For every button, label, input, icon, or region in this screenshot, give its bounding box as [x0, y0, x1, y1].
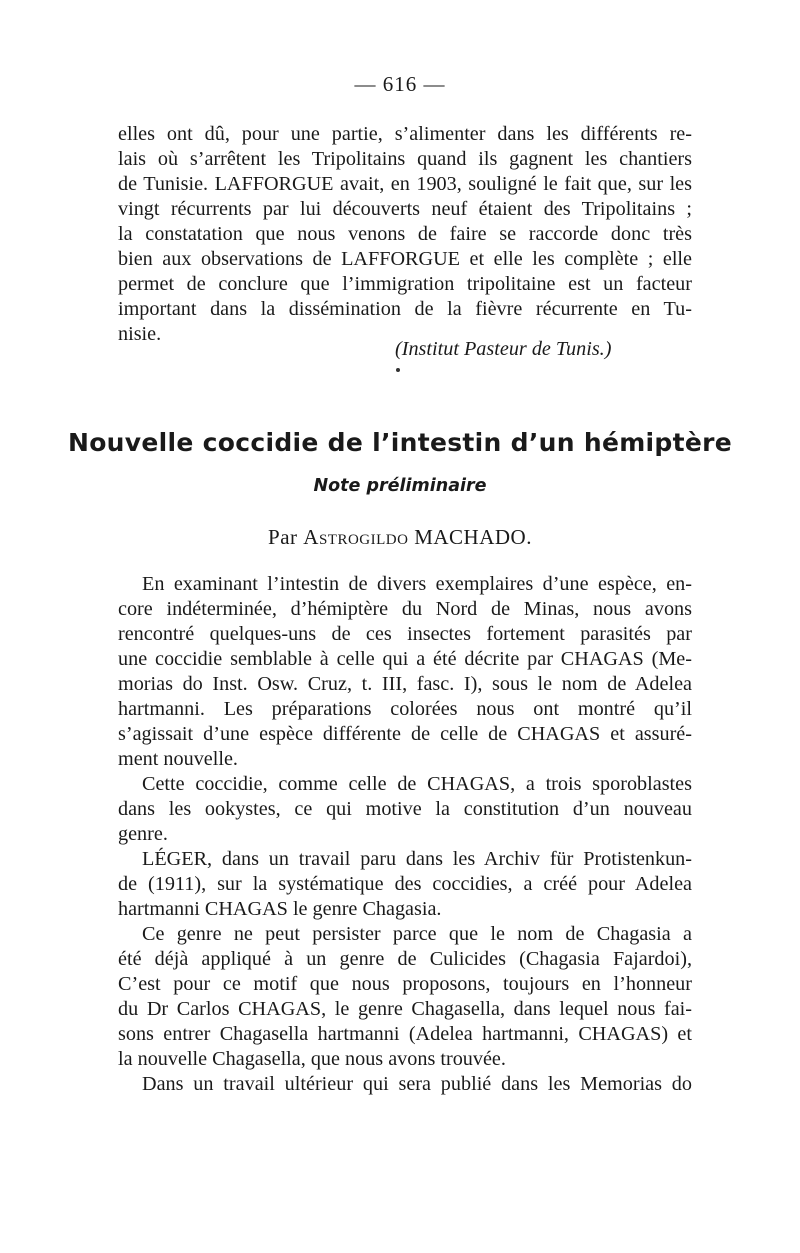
body-line-3: rencontré quelques-uns de ces insectes fortement parasités par: [118, 623, 692, 645]
author-prefix: Par: [268, 525, 298, 549]
body-line-10: dans les ookystes, ce qui motive la constitution d’un nouveau: [118, 798, 692, 820]
author-first-name: Astrogildo: [303, 525, 409, 549]
intro-line-8: important dans la dissémination de la fièvre récurrente en Tu-: [118, 298, 692, 320]
body-line-20: la nouvelle Chagasella, que nous avons trouvée.: [118, 1048, 506, 1070]
body-line-7: s’agissait d’une espèce différente de celle de CHAGAS et assuré-: [118, 723, 692, 745]
article-title: Nouvelle coccidie de l’intestin d’un hémiptère: [67, 428, 733, 457]
article-subtitle: Note préliminaire: [313, 476, 487, 496]
intro-line-3: de Tunisie. LAFFORGUE avait, en 1903, souligné le fait que, sur les: [118, 173, 692, 195]
body-line-15: Ce genre ne peut persister parce que le nom de Chagasia a: [142, 923, 692, 945]
intro-line-4: vingt récurrents par lui découverts neuf étaient des Tripolitains ;: [118, 198, 692, 220]
body-line-16: été déjà appliqué à un genre de Culicides (Chagasia Fajardoi),: [118, 948, 692, 970]
body-line-14: hartmanni CHAGAS le genre Chagasia.: [118, 898, 442, 920]
body-line-18: du Dr Carlos CHAGAS, le genre Chagasella, dans lequel nous fai-: [118, 998, 692, 1020]
body-line-1: En examinant l’intestin de divers exemplaires d’une espèce, en-: [142, 573, 692, 595]
intro-line-1: elles ont dû, pour une partie, s’alimenter dans les différents re-: [118, 123, 692, 145]
article-author: [0, 525, 800, 550]
body-line-21: Dans un travail ultérieur qui sera publié dans les Memorias do: [142, 1073, 692, 1095]
body-line-4: une coccidie semblable à celle qui a été décrite par CHAGAS (Me-: [118, 648, 692, 670]
intro-line-2: lais où s’arrêtent les Tripolitains quand ils gagnent les chantiers: [118, 148, 692, 170]
body-line-19: sons entrer Chagasella hartmanni (Adelea hartmanni, CHAGAS) et: [118, 1023, 692, 1045]
body-line-17: C’est pour ce motif que nous proposons, toujours en l’honneur: [118, 973, 692, 995]
body-line-12: LÉGER, dans un travail paru dans les Archiv für Protistenkun-: [142, 848, 692, 870]
page-number: — 616 —: [354, 72, 446, 96]
intro-line-6: bien aux observations de LAFFORGUE et elle les complète ; elle: [118, 248, 692, 270]
body-line-11: genre.: [118, 823, 168, 845]
body-line-5: morias do Inst. Osw. Cruz, t. III, fasc. I), sous le nom de Adelea: [118, 673, 692, 695]
intro-line-5: la constatation que nous venons de faire se raccorde donc très: [118, 223, 692, 245]
body-line-9: Cette coccidie, comme celle de CHAGAS, a trois sporoblastes: [142, 773, 692, 795]
institute-signature: (Institut Pasteur de Tunis.): [395, 338, 612, 360]
body-line-8: ment nouvelle.: [118, 748, 238, 770]
intro-line-9: nisie.: [118, 323, 162, 345]
author-last-name: MACHADO.: [414, 525, 532, 549]
intro-line-7: permet de conclure que l’immigration tripolitaine est un facteur: [118, 273, 692, 295]
ink-speck: [396, 368, 400, 372]
body-line-2: core indéterminée, d’hémiptère du Nord de Minas, nous avons: [118, 598, 692, 620]
body-line-13: de (1911), sur la systématique des coccidies, a créé pour Adelea: [118, 873, 692, 895]
body-line-6: hartmanni. Les préparations colorées nous ont montré qu’il: [118, 698, 692, 720]
